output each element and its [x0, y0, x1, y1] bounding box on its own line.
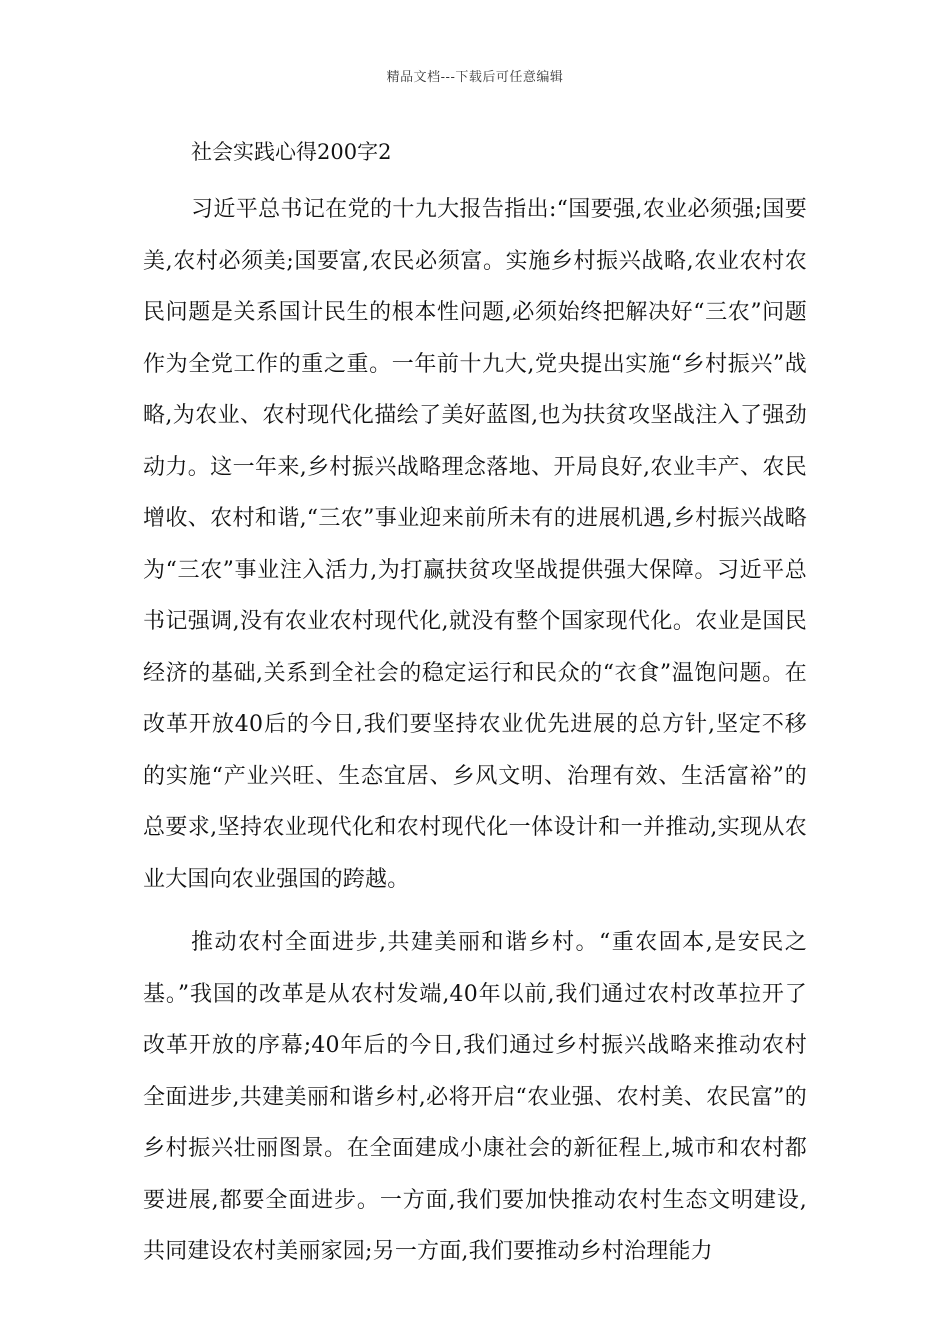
paragraph: 推动农村全面进步,共建美丽和谐乡村。“重农固本,是安民之基。”我国的改革是从农村发端,40年以前,我们通过农村改革拉开了改革开放的序幕;40年后的今日,我们通过乡村振兴战略来推动农村全面进步,共建美丽和谐乡村,必将开启“农业强、农村美、农民富”的乡村振兴壮丽图景。在全面建成小康社会的新征程上,城市和农村都要进展,都要全面进步。一方面,我们要加快推动农村生态文明建设,共同建设农村美丽家园;另一方面,我们要推动乡村治理能力 — [143, 930, 807, 1264]
document-title: 社会实践心得200字2 — [191, 140, 392, 164]
document-body — [143, 132, 807, 1278]
page-header: 精品文档---下载后可任意编辑 — [386, 70, 564, 85]
paragraph: 习近平总书记在党的十九大报告指出:“国要强,农业必须强;国要美,农村必须美;国要富,农民必须富。实施乡村振兴战略,农业农村农民问题是关系国计民生的根本性问题,必须始终把解决好“三农”问题作为全党工作的重之重。一年前十九大,党央提出实施“乡村振兴”战略,为农业、农村现代化描绘了美好蓝图,也为扶贫攻坚战注入了强劲动力。这一年来,乡村振兴战略理念落地、开局良好,农业丰产、农民增收、农村和谐,“三农”事业迎来前所未有的进展机遇,乡村振兴战略为“三农”事业注入活力,为打赢扶贫攻坚战提供强大保障。习近平总书记强调,没有农业农村现代化,就没有整个国家现代化。农业是国民经济的基础,关系到全社会的稳定运行和民众的“衣食”温饱问题。在改革开放40后的今日,我们要坚持农业优先进展的总方针,坚定不移的实施“产业兴旺、生态宜居、乡风文明、治理有效、生活富裕”的总要求,坚持农业现代化和农村现代化一体设计和一并推动,实现从农业大国向农业强国的跨越。 — [143, 197, 807, 892]
